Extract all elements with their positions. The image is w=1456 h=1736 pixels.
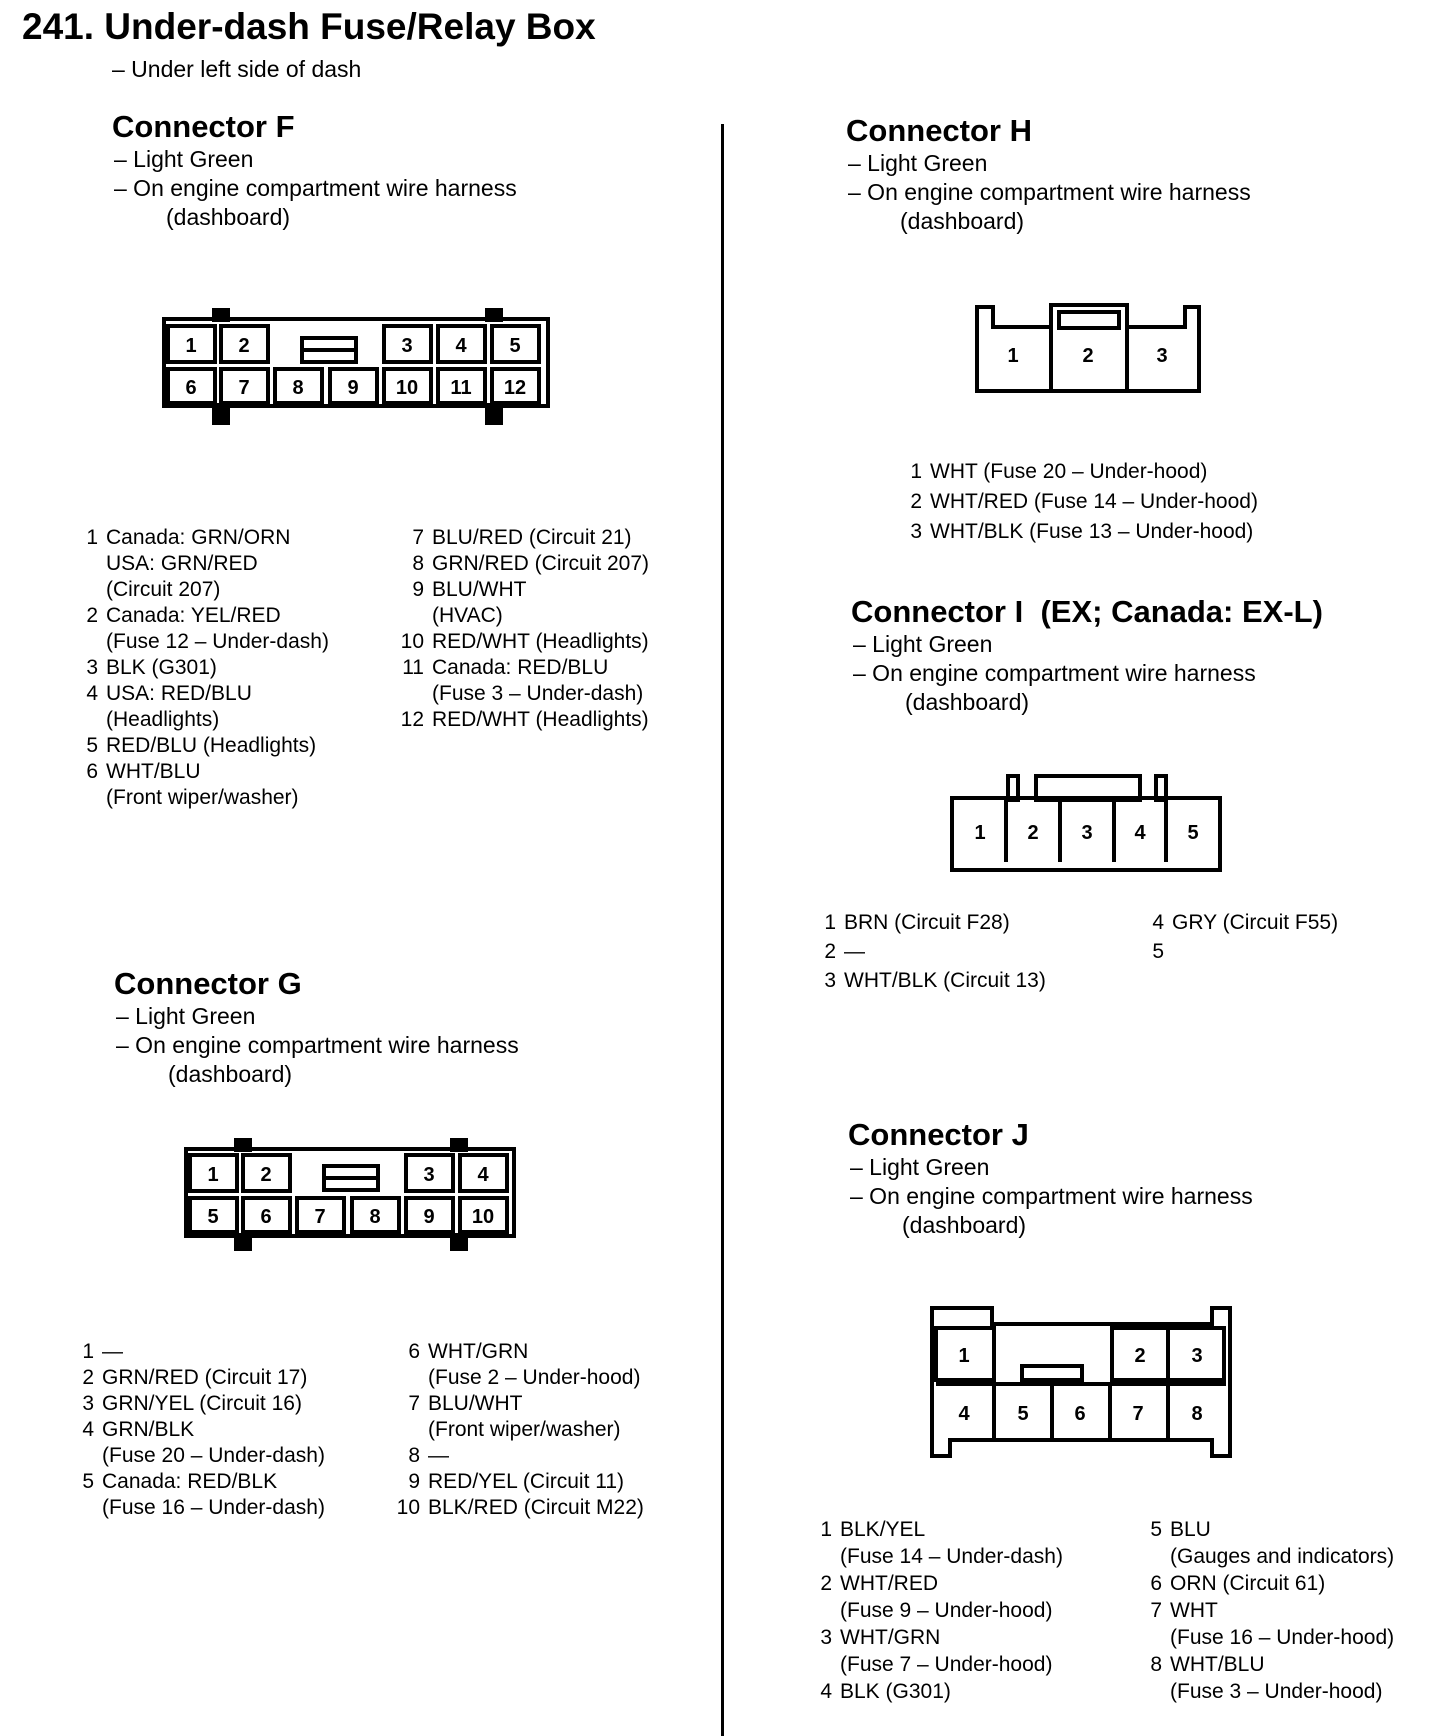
connector-j-cavity: 2: [1134, 1345, 1146, 1367]
pin-number: 7: [1150, 1599, 1162, 1622]
pin-number: 7: [408, 1392, 420, 1415]
pin-entry: [1138, 1570, 1394, 1597]
connector-g-cavity: 6: [260, 1206, 272, 1228]
pin-description-line: WHT/RED: [840, 1572, 938, 1595]
connector-g-color: – Light Green: [116, 1003, 256, 1030]
pin-description-line: BLK/RED (Circuit M22): [428, 1496, 644, 1519]
connector-g-cavity: 7: [314, 1206, 326, 1228]
pin-number: 5: [1152, 940, 1164, 963]
pin-description-line: (Circuit 207): [106, 578, 221, 601]
pin-number: 6: [1150, 1572, 1162, 1595]
connector-h-location-detail: (dashboard): [900, 208, 1025, 235]
pin-number: 5: [86, 734, 98, 757]
connector-j-cavity: 8: [1191, 1403, 1203, 1425]
pin-description-line: GRY (Circuit F55): [1172, 911, 1339, 934]
pin-description-line: USA: GRN/RED: [106, 552, 258, 575]
pin-description-line: (Fuse 16 – Under-hood): [1170, 1626, 1395, 1649]
connector-f-cavity: 7: [238, 377, 250, 399]
connector-i-location-detail: (dashboard): [905, 689, 1030, 716]
pin-number: 1: [824, 911, 836, 934]
connector-f-cavity: 3: [401, 335, 413, 357]
pin-description-line: (Gauges and indicators): [1170, 1545, 1395, 1568]
connector-f-title: Connector F: [112, 109, 295, 144]
pin-description: [1170, 1516, 1394, 1570]
connector-h-cavity: 2: [1082, 345, 1094, 367]
connector-j-cavity: 3: [1191, 1345, 1203, 1367]
connector-i-cavity: 5: [1187, 822, 1199, 844]
connector-f-cavity: 2: [238, 335, 250, 357]
pin-description-line: WHT/GRN: [840, 1626, 941, 1649]
pin-description-line: (Fuse 3 – Under-dash): [432, 682, 644, 705]
pin-description: [840, 1678, 951, 1705]
connector-f-cavity: 4: [455, 335, 467, 357]
pin-description: [840, 1516, 1063, 1570]
connector-j-cavity: 4: [958, 1403, 970, 1425]
pin-number: 11: [402, 656, 424, 679]
connector-j-color: – Light Green: [850, 1154, 990, 1181]
pin-number: 3: [82, 1392, 94, 1415]
pin-description-line: RED/WHT (Headlights): [432, 708, 649, 731]
connector-g-cavity: 2: [260, 1164, 272, 1186]
page-title: 241. Under-dash Fuse/Relay Box: [22, 6, 596, 47]
pin-description-line: GRN/YEL (Circuit 16): [102, 1392, 302, 1415]
pin-description: [840, 1624, 1052, 1678]
pin-number: 3: [820, 1626, 832, 1649]
connector-j-cavity: 1: [958, 1345, 970, 1367]
pin-entry: [808, 1624, 1063, 1678]
pin-description-line: (Front wiper/washer): [428, 1418, 621, 1441]
connector-j-pins-right: [1138, 1516, 1394, 1705]
pin-description-line: —: [102, 1340, 123, 1363]
pin-number: 6: [86, 760, 98, 783]
connector-h-location: – On engine compartment wire harness: [848, 179, 1251, 206]
pin-description: [1170, 1651, 1382, 1705]
pin-description-line: WHT/BLK (Fuse 13 – Under-hood): [930, 520, 1254, 543]
pin-description-line: BLK/YEL: [840, 1518, 926, 1541]
pin-number: 12: [400, 708, 424, 731]
pin-description-line: (Fuse 9 – Under-hood): [840, 1599, 1053, 1622]
connector-f-cavity: 6: [185, 377, 197, 399]
pin-number: 2: [82, 1366, 94, 1389]
pin-description: [840, 1570, 1052, 1624]
connector-g-location-detail: (dashboard): [168, 1061, 293, 1088]
pin-description-line: WHT/BLK (Circuit 13): [844, 969, 1046, 992]
pin-number: 9: [412, 578, 424, 601]
pin-number: 8: [412, 552, 424, 575]
connector-f-cavity: 8: [292, 377, 304, 399]
connector-g-cavity: 3: [423, 1164, 435, 1186]
connector-i-color: – Light Green: [853, 631, 993, 658]
pin-number: 4: [820, 1680, 832, 1703]
connector-h-cavity: 3: [1156, 345, 1168, 367]
connector-f-cavity: 5: [509, 335, 521, 357]
connector-f-cavity: 1: [185, 335, 197, 357]
pin-description-line: —: [428, 1444, 449, 1467]
pin-number: 6: [408, 1340, 420, 1363]
connector-g-cavity: 5: [207, 1206, 219, 1228]
pin-entry: [1138, 1651, 1394, 1705]
connector-g-cavity: 10: [471, 1206, 495, 1228]
connector-j-location: – On engine compartment wire harness: [850, 1183, 1253, 1210]
pin-description-line: (Fuse 16 – Under-dash): [102, 1496, 325, 1519]
pin-number: 10: [400, 630, 424, 653]
connector-f-location-detail: (dashboard): [166, 204, 291, 231]
pin-number: 2: [820, 1572, 832, 1595]
pin-description-line: (Fuse 7 – Under-hood): [840, 1653, 1053, 1676]
connector-g-title: Connector G: [114, 966, 302, 1001]
pin-description: [1170, 1597, 1394, 1651]
pin-number: 3: [824, 969, 836, 992]
pin-number: 1: [820, 1518, 832, 1541]
pin-description-line: WHT/GRN: [428, 1340, 529, 1363]
pin-number: 3: [86, 656, 98, 679]
pin-entry: [808, 1516, 1063, 1570]
pin-entry: [1138, 1597, 1394, 1651]
connector-f-cavity: 12: [503, 377, 527, 399]
pin-number: 9: [408, 1470, 420, 1493]
connector-i-cavity: 4: [1134, 822, 1146, 844]
pin-description-line: BLU/WHT: [432, 578, 527, 601]
connector-i-cavity: 3: [1081, 822, 1093, 844]
pin-number: 4: [82, 1418, 94, 1441]
connector-h-cavity: 1: [1007, 345, 1019, 367]
connector-g-cavity: 9: [423, 1206, 435, 1228]
connector-j-cavity: 7: [1132, 1403, 1144, 1425]
pin-description-line: (Front wiper/washer): [106, 786, 299, 809]
connector-j-cavity: 5: [1017, 1403, 1029, 1425]
pin-number: 4: [1152, 911, 1164, 934]
pin-number: 8: [1150, 1653, 1162, 1676]
pin-description-line: (Fuse 12 – Under-dash): [106, 630, 329, 653]
pin-description-line: Canada: RED/BLK: [102, 1470, 278, 1493]
pin-entry: [808, 1570, 1063, 1624]
pin-number: 7: [412, 526, 424, 549]
pin-description-line: BLK (G301): [106, 656, 217, 679]
connector-j-pins-left: [808, 1516, 1063, 1705]
pin-description-line: WHT/BLU: [1170, 1653, 1265, 1676]
pin-entry: [808, 1678, 1063, 1705]
pin-description-line: (HVAC): [432, 604, 503, 627]
pin-description-line: GRN/RED (Circuit 207): [432, 552, 650, 575]
connector-g-cavity: 4: [477, 1164, 489, 1186]
pin-description-line: WHT/BLU: [106, 760, 201, 783]
pin-number: 1: [82, 1340, 94, 1363]
connector-f-location: – On engine compartment wire harness: [114, 175, 517, 202]
pin-number: 8: [408, 1444, 420, 1467]
pin-description-line: (Fuse 3 – Under-hood): [1170, 1680, 1383, 1703]
pin-number: 3: [910, 520, 922, 543]
connector-g-cavity: 1: [207, 1164, 219, 1186]
connector-i-cavity: 2: [1027, 822, 1039, 844]
pin-description-line: BRN (Circuit F28): [844, 911, 1010, 934]
pin-entry: [1138, 1516, 1394, 1570]
pin-description-line: (Fuse 14 – Under-dash): [840, 1545, 1063, 1568]
pin-number: 2: [910, 490, 922, 513]
pin-description-line: BLU/RED (Circuit 21): [432, 526, 632, 549]
pin-description-line: BLU: [1170, 1518, 1211, 1541]
connector-g-location: – On engine compartment wire harness: [116, 1032, 519, 1059]
connector-j-location-detail: (dashboard): [902, 1212, 1027, 1239]
pin-number: 2: [824, 940, 836, 963]
pin-description-line: Canada: GRN/ORN: [106, 526, 291, 549]
pin-number: 10: [396, 1496, 420, 1519]
connector-g-cavity: 8: [369, 1206, 381, 1228]
pin-description-line: BLK (G301): [840, 1680, 951, 1703]
pin-number: 4: [86, 682, 98, 705]
pin-description-line: —: [844, 940, 865, 963]
connector-h-color: – Light Green: [848, 150, 988, 177]
pin-description-line: Canada: RED/BLU: [432, 656, 609, 679]
pin-number: 1: [86, 526, 98, 549]
pin-description-line: WHT: [1170, 1599, 1218, 1622]
connector-f-cavity: 11: [450, 377, 472, 399]
pin-number: 2: [86, 604, 98, 627]
pin-number: 1: [910, 460, 922, 483]
pin-number: 5: [1150, 1518, 1162, 1541]
connector-i-location: – On engine compartment wire harness: [853, 660, 1256, 687]
pin-description-line: GRN/RED (Circuit 17): [102, 1366, 308, 1389]
pin-description-line: GRN/BLK: [102, 1418, 195, 1441]
pin-description-line: (Fuse 20 – Under-dash): [102, 1444, 325, 1467]
connector-f-cavity: 10: [395, 377, 419, 399]
pin-description-line: USA: RED/BLU: [106, 682, 252, 705]
connector-j-cavity: 6: [1074, 1403, 1086, 1425]
connector-j-title: Connector J: [848, 1117, 1029, 1152]
pin-description-line: (Headlights): [106, 708, 220, 731]
connector-f-cavity: 9: [347, 377, 359, 399]
page-subtitle: – Under left side of dash: [112, 56, 362, 82]
connector-i-title: Connector I (EX; Canada: EX-L): [851, 594, 1323, 629]
pin-description: [1170, 1570, 1325, 1597]
connector-h-title: Connector H: [846, 113, 1032, 148]
pin-description-line: ORN (Circuit 61): [1170, 1572, 1326, 1595]
pin-description-line: WHT (Fuse 20 – Under-hood): [930, 460, 1208, 483]
pin-description-line: WHT/RED (Fuse 14 – Under-hood): [930, 490, 1258, 513]
pin-description-line: RED/BLU (Headlights): [106, 734, 317, 757]
pin-description-line: Canada: YEL/RED: [106, 604, 281, 627]
pin-description-line: BLU/WHT: [428, 1392, 523, 1415]
pin-description-line: RED/WHT (Headlights): [432, 630, 649, 653]
connector-i-cavity: 1: [974, 822, 986, 844]
pin-description-line: RED/YEL (Circuit 11): [428, 1470, 625, 1493]
pin-number: 5: [82, 1470, 94, 1493]
pin-description-line: (Fuse 2 – Under-hood): [428, 1366, 641, 1389]
connector-f-color: – Light Green: [114, 146, 254, 173]
